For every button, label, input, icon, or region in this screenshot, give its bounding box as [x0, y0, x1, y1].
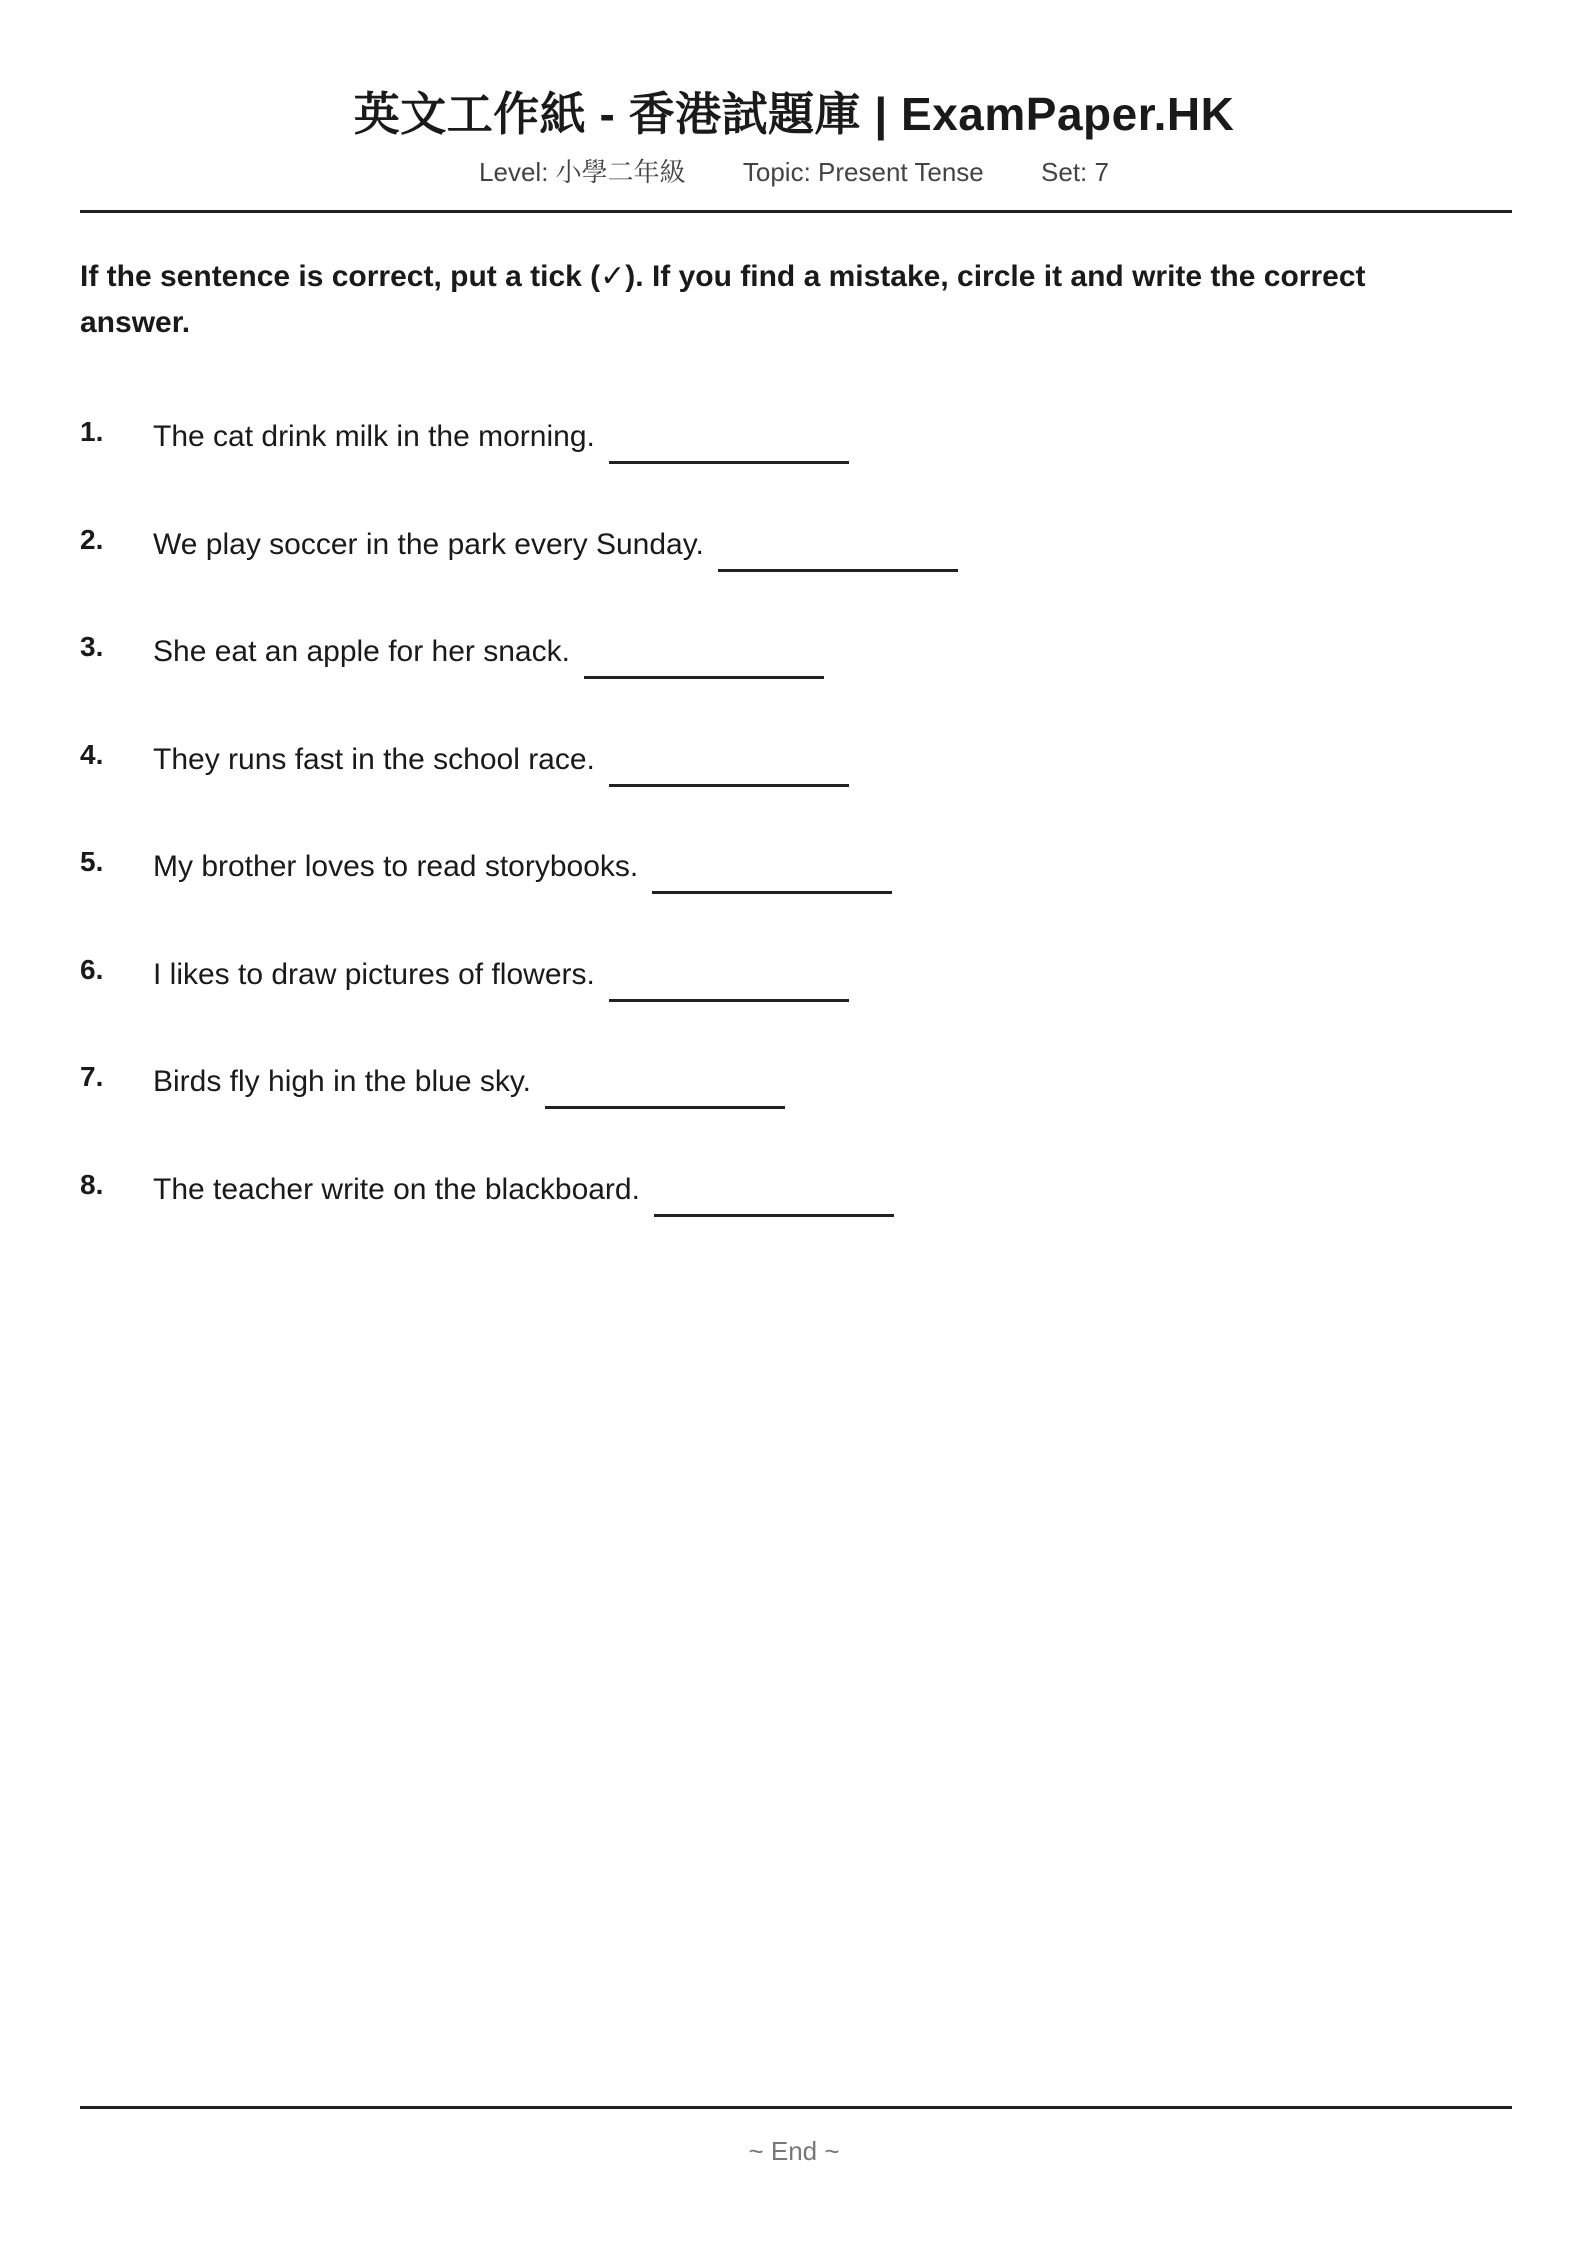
question-text: We play soccer in the park every Sunday. [153, 527, 704, 561]
question-number: 2. [80, 523, 104, 555]
question-item [80, 838, 1512, 946]
set-label: Set: 7 [1041, 157, 1109, 187]
question-text: The teacher write on the blackboard. [153, 1172, 640, 1206]
question-text: The cat drink milk in the morning. [153, 420, 595, 453]
question-text: Birds fly high in the blue sky. [153, 1065, 531, 1098]
answer-blank[interactable] [545, 1078, 785, 1109]
question-item [80, 408, 1512, 516]
question-body [153, 629, 824, 675]
question-body [153, 844, 892, 890]
question-number: 6. [80, 953, 104, 985]
page-title: 英文工作紙 - 香港試題庫 | ExamPaper.HK [353, 88, 1235, 140]
question-item [80, 1053, 1512, 1161]
question-body [153, 952, 849, 998]
end-marker: ~ End ~ [748, 2136, 840, 2166]
question-list [80, 408, 1512, 1268]
question-text: I likes to draw pictures of flowers. [153, 957, 595, 991]
question-body [153, 414, 849, 460]
worksheet-meta [80, 154, 1508, 190]
level-label: Level: 小學二年級 [479, 157, 686, 187]
question-item [80, 946, 1512, 1054]
question-body [153, 1167, 894, 1213]
question-number: 3. [80, 631, 104, 662]
question-item [80, 1161, 1512, 1269]
question-number: 4. [80, 738, 104, 770]
worksheet-header [80, 82, 1508, 190]
instruction-text: If the sentence is correct, put a tick (✓). If you find a mistake, circle it and write the correct answer. [80, 260, 1366, 339]
header-divider [80, 210, 1512, 213]
question-item [80, 623, 1512, 731]
topic-label: Topic: Present Tense [742, 157, 984, 187]
answer-blank[interactable] [718, 541, 958, 572]
question-body [153, 737, 849, 783]
answer-blank[interactable] [609, 756, 849, 787]
question-number: 1. [80, 416, 104, 447]
question-text: She eat an apple for her snack. [153, 635, 570, 668]
question-text: They runs fast in the school race. [153, 742, 595, 776]
question-item [80, 516, 1512, 624]
footer-divider [80, 2106, 1512, 2109]
question-text: My brother loves to read storybooks. [153, 850, 639, 883]
question-number: 5. [80, 846, 104, 877]
question-body [153, 1059, 785, 1105]
answer-blank[interactable] [654, 1186, 894, 1217]
answer-blank[interactable] [609, 433, 849, 464]
question-body [153, 522, 958, 568]
question-item [80, 731, 1512, 839]
answer-blank[interactable] [652, 863, 892, 894]
answer-blank[interactable] [584, 648, 824, 679]
question-number: 8. [80, 1168, 104, 1200]
answer-blank[interactable] [609, 971, 849, 1002]
question-number: 7. [80, 1061, 104, 1092]
